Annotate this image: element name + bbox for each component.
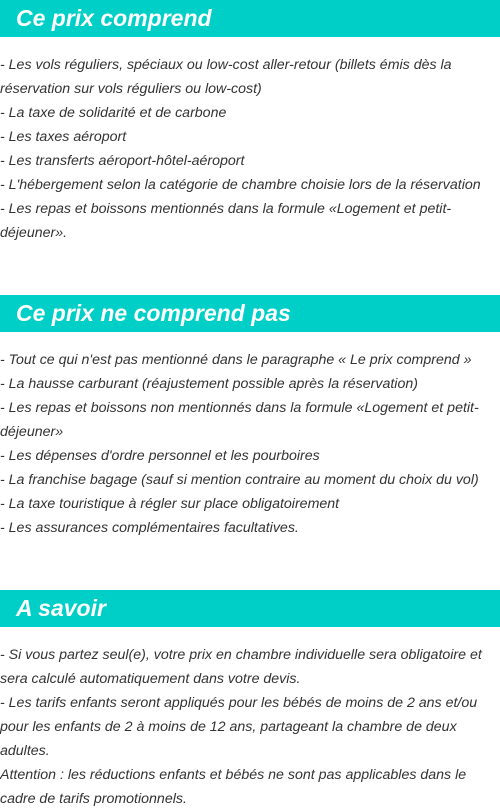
list-item: - Les tarifs enfants seront appliqués pour les bébés de moins de 2 ans et/ou pour les enfants de 2 à moins de 12 ans, partageant la chambre de deux adultes. (0, 695, 478, 759)
section-title-price-includes: Ce prix comprend (0, 0, 500, 37)
section-title-price-excludes: Ce prix ne comprend pas (0, 295, 500, 332)
list-item: Attention : les réductions enfants et bébés ne sont pas applicables dans le cadre de tarifs promotionnels. (0, 767, 467, 807)
list-item: - Tout ce qui n'est pas mentionné dans le paragraphe « Le prix comprend » (0, 352, 472, 368)
list-item: - Les dépenses d'ordre personnel et les pourboires (0, 448, 320, 464)
list-item: - Les taxes aéroport (0, 129, 127, 145)
list-item: - Si vous partez seul(e), votre prix en chambre individuelle sera obligatoire et sera calculé automatiquement dans votre devis. (0, 647, 482, 687)
good-to-know-list (0, 643, 500, 811)
list-item: - Les vols réguliers, spéciaux ou low-cost aller-retour (billets émis dès la réservation sur vols réguliers ou low-cost) (0, 57, 452, 97)
list-item: - Les transferts aéroport-hôtel-aéroport (0, 153, 245, 169)
list-item: - L'hébergement selon la catégorie de chambre choisie lors de la réservation (0, 177, 481, 193)
list-item: - La hausse carburant (réajustement possible après la réservation) (0, 376, 418, 392)
price-includes-section (0, 0, 500, 245)
list-item: - Les repas et boissons mentionnés dans la formule «Logement et petit-déjeuner». (0, 201, 452, 241)
list-item: - Les assurances complémentaires facultatives. (0, 520, 299, 536)
list-item: - La taxe de solidarité et de carbone (0, 105, 227, 121)
good-to-know-section (0, 590, 500, 811)
list-item: - La franchise bagage (sauf si mention contraire au moment du choix du vol) (0, 472, 479, 488)
section-title-good-to-know: A savoir (0, 590, 500, 627)
list-item: - Les repas et boissons non mentionnés dans la formule «Logement et petit-déjeuner» (0, 400, 479, 440)
price-excludes-list (0, 348, 500, 540)
price-excludes-section (0, 295, 500, 540)
price-includes-list (0, 53, 500, 245)
list-item: - La taxe touristique à régler sur place obligatoirement (0, 496, 340, 512)
